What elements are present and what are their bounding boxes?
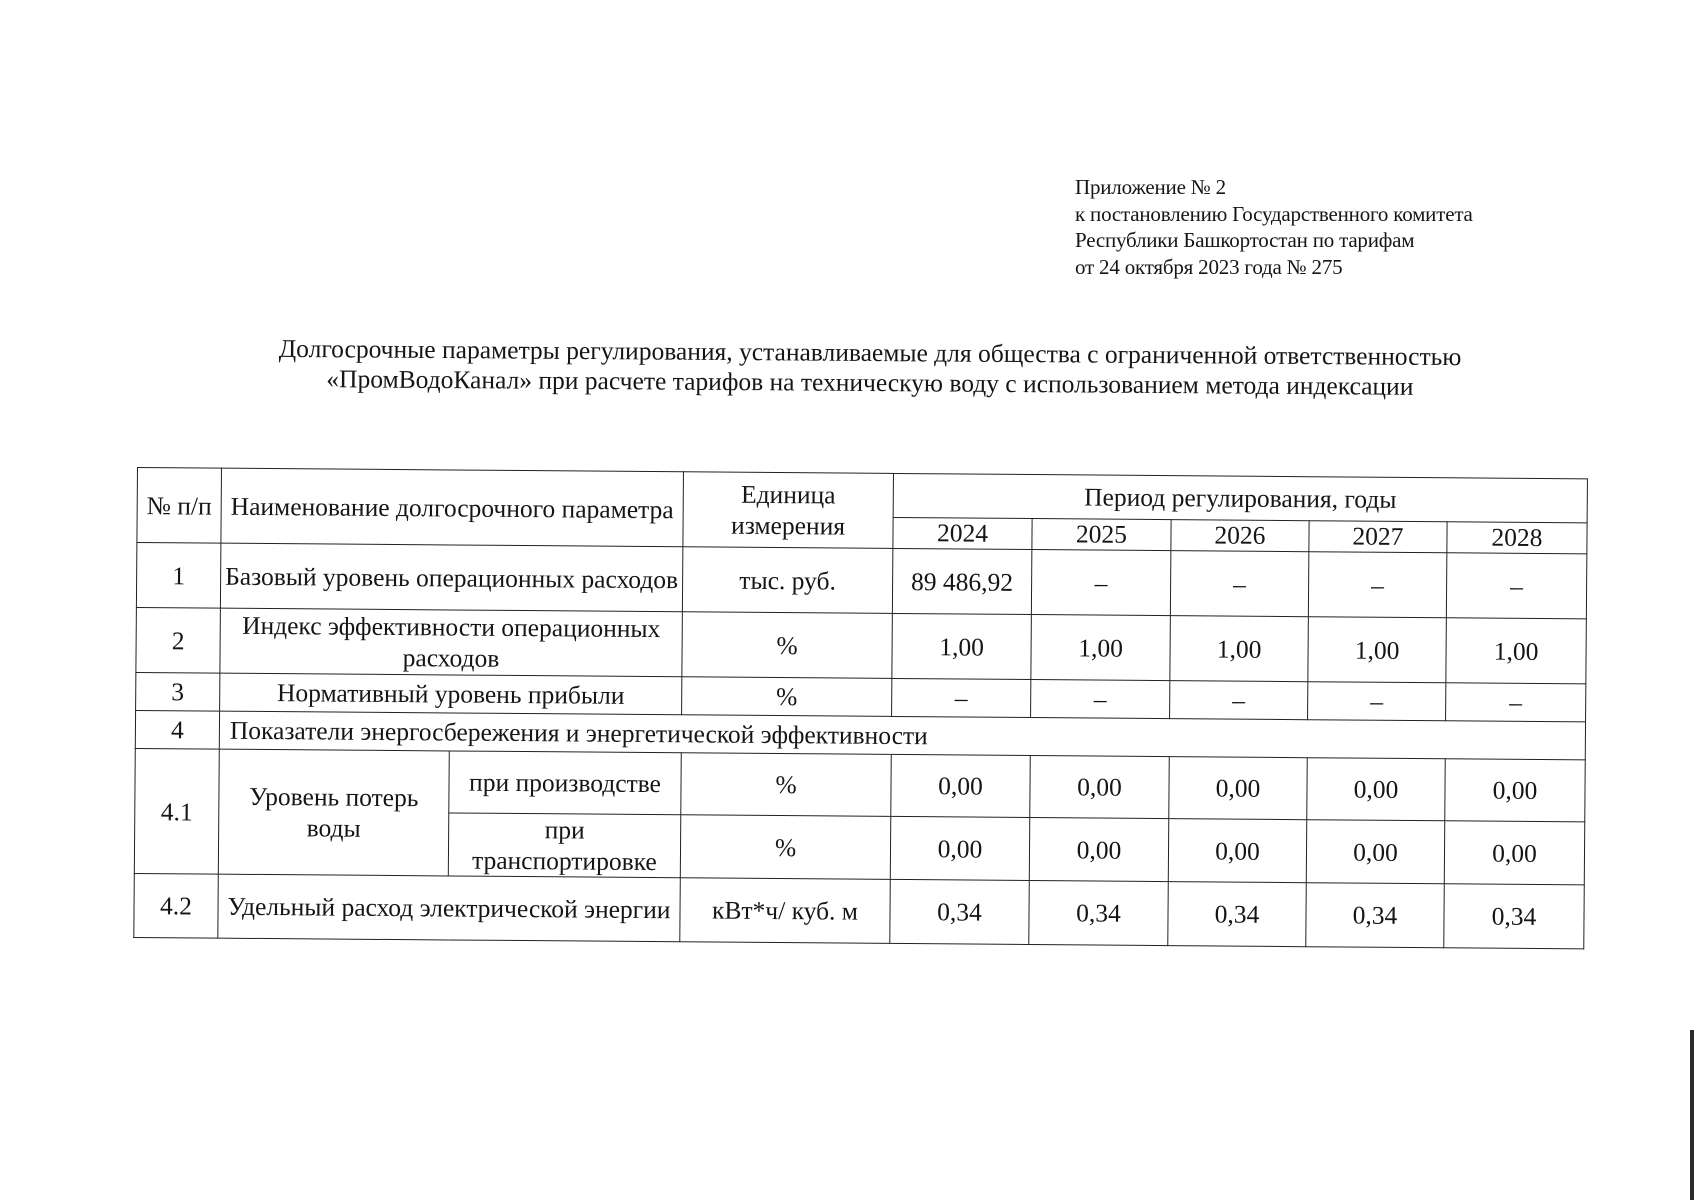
row-number: 1 (136, 543, 221, 609)
appendix-line: от 24 октября 2023 года № 275 (1075, 254, 1343, 279)
title-line: Долгосрочные параметры регулирования, устанавливаемые для общества с ограниченной ответственностью (278, 333, 1462, 372)
row-value: 0,34 (890, 879, 1029, 944)
table-row (134, 873, 1584, 948)
row-value: 0,00 (1307, 758, 1445, 821)
row-parameter-name: Удельный расход электрической энергии (218, 874, 680, 942)
row-value: – (1031, 550, 1171, 616)
appendix-line: Приложение № 2 (1075, 175, 1226, 199)
row-unit: % (681, 753, 891, 817)
row-parameter-name: Нормативный уровень прибыли (220, 673, 682, 715)
row-parameter-name: Индекс эффективности операционных расходов (220, 608, 682, 677)
parameters-table-wrapper (133, 467, 1587, 949)
title-line: «ПромВодоКанал» при расчете тарифов на техническую воду с использованием метода индексации (326, 364, 1414, 401)
header-year: 2025 (1032, 519, 1171, 551)
row-value: – (1170, 551, 1309, 617)
header-unit: Единица измерения (683, 472, 894, 549)
header-number: № п/п (137, 468, 222, 544)
row-value: 0,00 (1029, 818, 1168, 882)
row-number: 4.1 (134, 748, 219, 874)
row-value: 1,00 (1446, 618, 1587, 684)
row-subparameter-name: при производстве (449, 751, 681, 815)
row-value: 0,00 (1306, 820, 1444, 884)
table-row (136, 543, 1586, 619)
table-row (136, 607, 1586, 683)
parameters-table (133, 467, 1588, 949)
row-value: – (1446, 683, 1586, 722)
row-value: 89 486,92 (892, 548, 1032, 614)
header-year: 2026 (1171, 520, 1309, 552)
row-value: 0,00 (890, 816, 1029, 880)
header-period: Период регулирования, годы (893, 473, 1587, 522)
row-number: 4 (135, 710, 219, 749)
document-title (140, 333, 1600, 403)
row-unit: % (682, 612, 893, 679)
row-value: 0,34 (1168, 882, 1306, 947)
row-value: 1,00 (892, 613, 1032, 679)
row-value: 0,34 (1306, 883, 1444, 948)
row-value: 0,00 (1169, 757, 1307, 820)
row-value: 1,00 (1308, 617, 1447, 683)
row-value: 0,34 (1444, 884, 1585, 949)
row-value: 0,00 (891, 754, 1030, 817)
row-parameter-name: Уровень потерь воды (218, 749, 449, 876)
appendix-line: к постановлению Государственного комитета (1075, 201, 1473, 226)
row-number: 3 (136, 672, 220, 711)
header-parameter-name: Наименование долгосрочного параметра (221, 468, 684, 547)
appendix-block (1075, 174, 1473, 280)
row-value: – (1308, 552, 1447, 618)
row-value: 0,34 (1029, 881, 1168, 946)
row-number: 2 (136, 607, 221, 673)
header-year: 2027 (1309, 521, 1447, 553)
row-value: – (1170, 681, 1308, 720)
row-unit: кВт*ч/ куб. м (680, 878, 890, 944)
row-number: 4.2 (134, 873, 219, 938)
row-value: 1,00 (1170, 616, 1309, 682)
table-row (135, 748, 1585, 821)
appendix-line: Республики Башкортостан по тарифам (1075, 228, 1415, 252)
scan-edge-shadow (1690, 1030, 1694, 1200)
row-unit: % (680, 815, 890, 880)
row-value: – (1308, 682, 1446, 721)
header-row (137, 468, 1587, 523)
row-value: – (1446, 553, 1587, 619)
row-value: 0,00 (1445, 759, 1585, 822)
header-year: 2024 (893, 517, 1032, 549)
row-value: – (1031, 680, 1170, 719)
row-value: 0,00 (1444, 821, 1585, 885)
row-unit: % (682, 677, 892, 717)
row-subparameter-name: при транспортировке (448, 813, 680, 878)
row-value: 1,00 (1031, 615, 1171, 681)
row-value: – (892, 678, 1031, 717)
row-unit: тыс. руб. (682, 547, 893, 614)
header-year: 2028 (1447, 522, 1587, 554)
row-parameter-name: Базовый уровень операционных расходов (220, 543, 682, 612)
section-title: Показатели энергосбережения и энергетической эффективности (219, 711, 1585, 760)
row-value: 0,00 (1030, 756, 1169, 819)
row-value: 0,00 (1168, 819, 1306, 883)
